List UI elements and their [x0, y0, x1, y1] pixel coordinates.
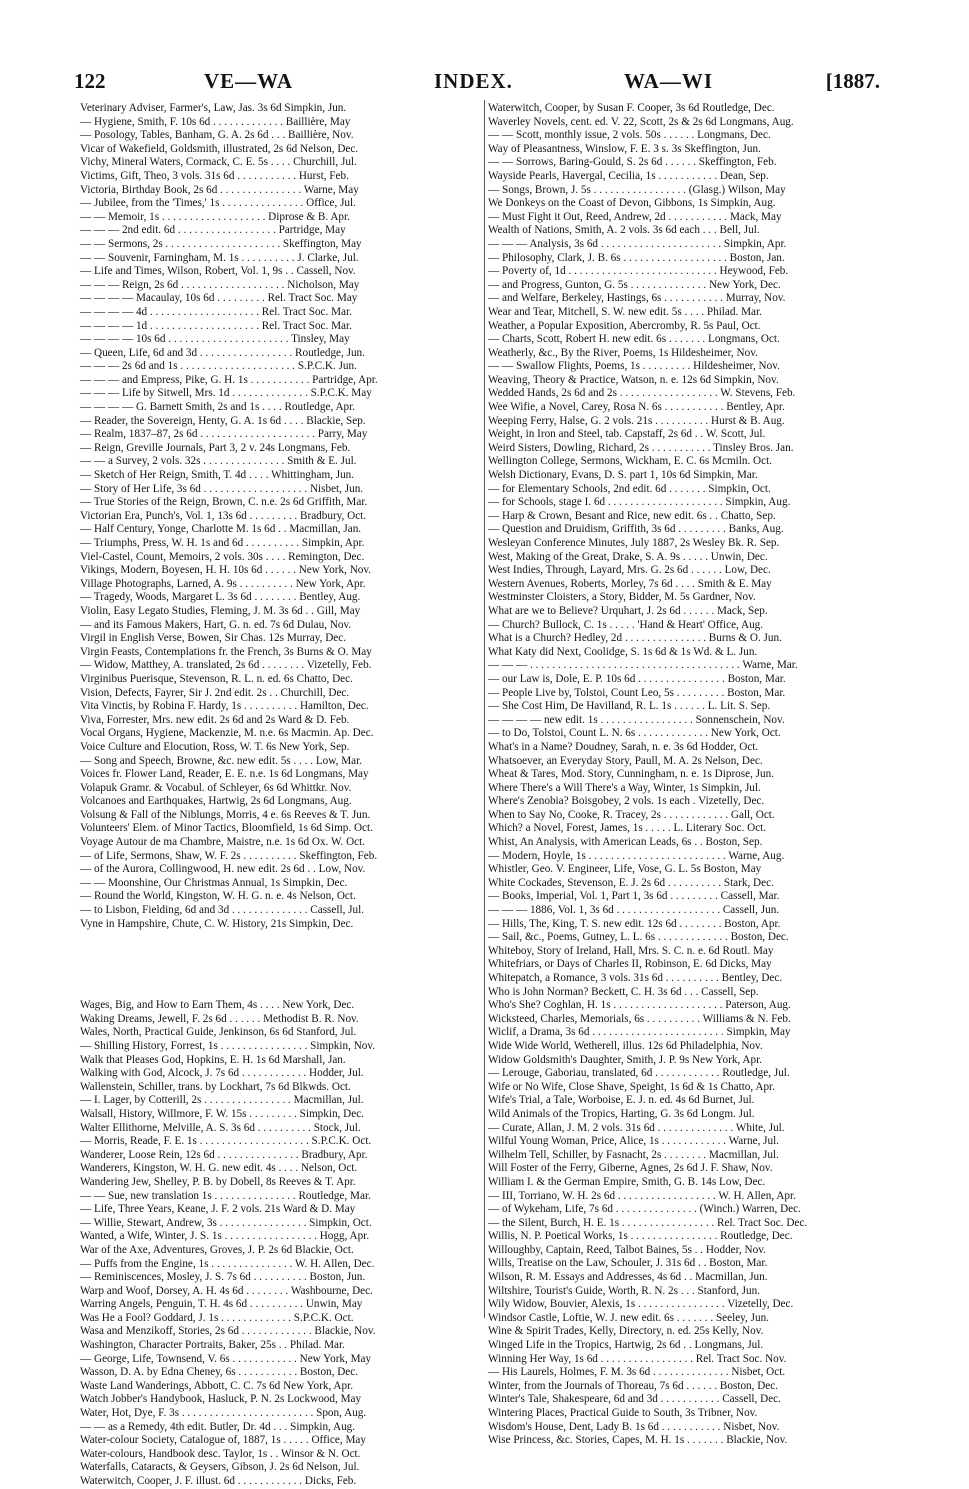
index-entry: Wilhelm Tell, Schiller, by Fasnacht, 2s . . . . . . . . Macmillan, Jul. — [488, 1148, 779, 1161]
index-entry: — Willie, Stewart, Andrew, 3s . . . . . . . . . . . . . . . . Simpkin, Oct. — [80, 1216, 372, 1229]
index-entry: — — — — 10s 6d . . . . . . . . . . . . . . . . . . . . . . Tinsley, May — [80, 333, 350, 346]
index-entry: — Books, Imperial, Vol. 1, Part 1, 3s 6d . . . . . . . . . Cassell, Mar. — [488, 890, 780, 903]
index-entry: Wallenstein, Schiller, trans. by Lockhart, 7s 6d Blkwds. Oct. — [80, 1080, 351, 1093]
index-entry: Western Avenues, Roberts, Morley, 7s 6d . . . . Smith & E. May — [488, 577, 772, 590]
index-entry: Who is John Norman? Beckett, C. H. 3s 6d . . . Cassell, Sep. — [488, 985, 759, 998]
index-entry: — — Swallow Flights, Poems, 1s . . . . . . . . . Hildesheimer, Nov. — [488, 360, 780, 373]
index-entry: Violin, Easy Legato Studies, Fleming, J. M. 3s 6d . . Gill, May — [80, 604, 361, 617]
index-entry: Wanderers, Kingston, W. H. G. new edit. 4s . . . . Nelson, Oct. — [80, 1162, 358, 1175]
index-entry: Wisdom's House, Dent, Lady B. 1s 6d . . . . . . . . . . . Nisbet, Nov. — [488, 1420, 780, 1433]
index-entry: What is a Church? Hedley, 2d . . . . . . . . . . . . . . . Burns & O. Jun. — [488, 632, 782, 645]
index-entry: Whatsoever, an Everyday Story, Paull, M. A. 2s Nelson, Dec. — [488, 754, 763, 767]
index-entry: — Curate, Allan, J. M. 2 vols. 31s 6d . . . . . . . . . . . . . . White, Jul. — [488, 1121, 785, 1134]
index-entry: What Katy did Next, Coolidge, S. 1s 6d & 1s Wd. & L. Jun. — [488, 645, 758, 658]
index-entry: Willis, N. P. Poetical Works, 1s . . . . . . . . . . . . . . . . Routledge, Dec. — [488, 1230, 793, 1243]
column-divider — [484, 100, 485, 1318]
index-entry: — Church? Bullock, C. 1s . . . . . 'Hand & Heart' Office, Aug. — [488, 618, 764, 631]
index-entry: Victoria, Birthday Book, 2s 6d . . . . . . . . . . . . . . . Warne, May — [80, 183, 359, 196]
index-entry: Wayside Pearls, Havergal, Cecilia, 1s . . . . . . . . . . . Dean, Sep. — [488, 169, 769, 182]
index-entry: Victorian Era, Punch's, Vol. 1, 13s 6d . . . . . . . . . Bradbury, Oct. — [80, 509, 367, 522]
right-column — [488, 102, 888, 1448]
index-entry: Walking with God, Alcock, J. 7s 6d . . . . . . . . . . . . Hodder, Jul. — [80, 1067, 364, 1080]
index-entry: Wiltshire, Tourist's Guide, Worth, R. N. 2s . . . Stanford, Jun. — [488, 1284, 760, 1297]
index-entry: — — as a Remedy, 4th edit. Butler, Dr. 4d . . . Simpkin, Aug. — [80, 1420, 356, 1433]
year-label: [1887. — [825, 69, 880, 93]
index-entry: Which? a Novel, Forest, James, 1s . . . . . L. Literary Soc. Oct. — [488, 822, 767, 835]
index-entry: Wellington College, Sermons, Wickham, E. C. 6s Mcmiln. Oct. — [488, 455, 773, 468]
index-entry: — Philosophy, Clark, J. B. 6s . . . . . . . . . . . . . . . . . . . Boston, Jan. — [488, 251, 785, 264]
index-entry: — — Sermons, 2s . . . . . . . . . . . . . . . . . . . . . Skeffington, May — [80, 237, 362, 250]
index-entry: Wills, Treatise on the Law, Schouler, J. 31s 6d . . Boston, Mar. — [488, 1257, 768, 1270]
index-entry: — Song and Speech, Browne, &c. new edit. 5s . . . . Low, Mar. — [80, 754, 363, 767]
index-entry: — Question and Druidism, Griffith, 3s 6d . . . . . . . . . Banks, Aug. — [488, 523, 784, 536]
index-entry: Vision, Defects, Fayrer, Sir J. 2nd edit. 2s . . Churchill, Dec. — [80, 686, 350, 699]
index-entry: Waste Land Wanderings, Abbott, C. C. 7s 6d New York, Apr. — [80, 1379, 354, 1392]
index-entry: West, Making of the Great, Drake, S. A. 9s . . . . . Unwin, Dec. — [488, 550, 768, 563]
index-entry: — True Stories of the Reign, Brown, C. n.e. 2s 6d Griffith, Mar. — [80, 496, 368, 509]
index-entry: Weight, in Iron and Steel, tab. Capstaff, 2s 6d . . W. Scott, Jul. — [488, 428, 766, 441]
index-entry: — Puffs from the Engine, 1s . . . . . . . . . . . . . . . W. H. Allen, Dec. — [80, 1257, 375, 1270]
index-entry: Wasa and Menzikoff, Stories, 2s 6d . . . . . . . . . . . . . Blackie, Nov. — [80, 1325, 376, 1338]
index-entry: — — — — Macaulay, 10s 6d . . . . . . . . . Rel. Tract Soc. May — [80, 292, 358, 305]
index-entry: — the Silent, Burch, H. E. 1s . . . . . . . . . . . . . . . . . Rel. Tract Soc. Dec. — [488, 1216, 808, 1229]
index-entry: Waterwitch, Cooper, by Susan F. Cooper, 3s 6d Routledge, Dec. — [488, 102, 775, 114]
index-entry: Weatherly, &c., By the River, Poems, 1s Hildesheimer, Nov. — [488, 346, 758, 359]
index-entry: Water-colour Society, Catalogue of, 1887, 1s . . . . . Office, May — [80, 1434, 366, 1447]
index-entry: — and Welfare, Berkeley, Hastings, 6s . . . . . . . . . . . Murray, Nov. — [488, 292, 786, 305]
index-entry: — III, Torriano, W. H. 2s 6d . . . . . . . . . . . . . . . . . . W. H. Allen, Apr. — [488, 1189, 796, 1202]
index-entry: Who's She? Coghlan, H. 1s . . . . . . . . . . . . . . . . . . . . Paterson, Aug. — [488, 999, 791, 1012]
index-entry: — — — 1886, Vol. 1, 3s 6d . . . . . . . . . . . . . . . . . . . Cassell, Jun. — [488, 904, 780, 917]
index-entry: — Reader, the Sovereign, Henty, G. A. 1s 6d . . . . Blackie, Sep. — [80, 414, 366, 427]
index-entry: — — Sorrows, Baring-Gould, S. 2s 6d . . . . . . Skeffington, Feb. — [488, 156, 777, 169]
index-entry: — — — Analysis, 3s 6d . . . . . . . . . . . . . . . . . . . . . . Simpkin, Apr. — [488, 237, 787, 250]
index-entry: War of the Axe, Adventures, Groves, J. P. 2s 6d Blackie, Oct. — [80, 1243, 354, 1256]
index-entry: Waterwitch, Cooper, J. F. illust. 6d . . . . . . . . . . . . Dicks, Feb. — [80, 1475, 357, 1487]
index-entry: Willoughby, Captain, Reed, Talbot Baines, 5s . . Hodder, Nov. — [488, 1243, 766, 1256]
index-entry: Voice Culture and Elocution, Ross, W. T. 6s New York, Sep. — [80, 740, 350, 753]
index-entry: Vita Vinctis, by Robina F. Hardy, 1s . . . . . . . . . . Hamilton, Dec. — [80, 700, 369, 713]
index-entry: Victims, Gift, Theo, 3 vols. 31s 6d . . . . . . . . . . . Hurst, Feb. — [80, 169, 349, 182]
index-entry: Whitefriars, or Days of Charles II, Robinson, E. 6d Dicks, May — [488, 958, 772, 971]
index-entry: Where's Zenobia? Boisgobey, 2 vols. 1s each . Vizetelly, Dec. — [488, 795, 765, 808]
index-entry: West Indies, Through, Layard, Mrs. G. 2s 6d . . . . . . Low, Dec. — [488, 564, 771, 577]
index-entry: — our Law is, Dole, E. P. 10s 6d . . . . . . . . . . . . . . . . Boston, Mar. — [488, 672, 786, 685]
index-entry: Whistler, Geo. V. Engineer, Life, Vose, G. L. 5s Boston, May — [488, 863, 762, 876]
index-entry: Wealth of Nations, Smith, A. 2 vols. 3s 6d each . . . Bell, Jul. — [488, 224, 760, 237]
index-entry: — His Laurels, Holmes, F. M. 3s 6d . . . . . . . . . . . . . . Nisbet, Oct. — [488, 1366, 786, 1379]
index-entry: — — — Life by Sitwell, Mrs. 1d . . . . . . . . . . . . . . S.P.C.K. May — [80, 387, 372, 400]
index-entry: Voyage Autour de ma Chambre, Maistre, n.e. 1s 6d Ox. W. Oct. — [80, 836, 366, 849]
index-entry: Wheat & Tares, Mod. Story, Cunningham, n. e. 1s Diprose, Jun. — [488, 768, 775, 781]
index-entry: Wilson, R. M. Essays and Addresses, 4s 6d . . Macmillan, Jun. — [488, 1271, 768, 1284]
index-entry: — Hygiene, Smith, F. 10s 6d . . . . . . . . . . . . . Baillière, May — [80, 115, 351, 128]
index-entry: Wife or No Wife, Close Shave, Speight, 1s 6d & 1s Chatto, Apr. — [488, 1080, 775, 1093]
index-entry: Village Photographs, Larned, A. 9s . . . . . . . . . . New York, Apr. — [80, 577, 366, 590]
index-entry: Viva, Forrester, Mrs. new edit. 2s 6d and 2s Ward & D. Feb. — [80, 713, 350, 726]
index-entry: Wasson, D. A. by Edna Cheney, 6s . . . . . . . . . . . Boston, Dec. — [80, 1366, 359, 1379]
index-entry: Watch Jobber's Handybook, Hasluck, P. N. 2s Lockwood, May — [80, 1393, 362, 1406]
index-entry: Was He a Fool? Goddard, J. 1s . . . . . . . . . . . . . S.P.C.K. Oct. — [80, 1311, 354, 1324]
index-entry: — Triumphs, Press, W. H. 1s and 6d . . . . . . . . . . Simpkin, Apr. — [80, 537, 365, 549]
index-entry: — — Sue, new translation 1s . . . . . . . . . . . . . . . Routledge, Mar. — [80, 1189, 371, 1202]
index-entry: Wide Wide World, Wetherell, illus. 12s 6d Philadelphia, Nov. — [488, 1039, 763, 1052]
index-entry: Wages, Big, and How to Earn Them, 4s . . . . New York, Dec. — [80, 999, 355, 1012]
index-entry: — — — — new edit. 1s . . . . . . . . . . . . . . . . . Sonnenschein, Nov. — [488, 713, 785, 726]
index-entry: Wild Animals of the Tropics, Harting, G. 3s 6d Longm. Jul. — [488, 1107, 755, 1120]
index-entry: Weeping Ferry, Halse, G. 2 vols. 21s . . . . . . . . . . Hurst & B. Aug. — [488, 414, 785, 427]
index-entry: — Life, Three Years, Keane, J. F. 2 vols. 21s Ward & D. May — [80, 1203, 356, 1216]
index-entry: — — — 2s 6d and 1s . . . . . . . . . . . . . . . . . . . . . S.P.C.K. Jun. — [80, 360, 357, 373]
index-entry: — and its Famous Makers, Hart, G. n. ed. 7s 6d Dulau, Nov. — [80, 618, 352, 631]
index-entry: — Reign, Greville Journals, Part 3, 2 v. 24s Longmans, Feb. — [80, 441, 351, 454]
index-entry: — of the Aurora, Collingwood, H. new edit. 2s 6d . . Low, Nov. — [80, 863, 366, 876]
index-entry: Volcanoes and Earthquakes, Hartwig, 2s 6d Longmans, Aug. — [80, 795, 352, 808]
index-entry: Walk that Pleases God, Hopkins, E. H. 1s 6d Marshall, Jan. — [80, 1053, 346, 1066]
index-entry: Way of Pleasantness, Winslow, F. E. 3 s. 3s Skeffington, Jun. — [488, 142, 761, 155]
index-entry: — People Live by, Tolstoi, Count Leo, 5s . . . . . . . . . Boston, Mar. — [488, 686, 786, 699]
index-entry: Volunteers' Elem. of Minor Tactics, Bloomfield, 1s 6d Simp. Oct. — [80, 822, 373, 835]
left-column — [80, 102, 480, 1489]
index-entry: What are we to Believe? Urquhart, J. 2s 6d . . . . . . Mack, Sep. — [488, 604, 768, 617]
index-entry: Walsall, History, Willmore, F. W. 15s . . . . . . . . . Simpkin, Dec. — [80, 1107, 364, 1120]
index-entry: — Sail, &c., Poems, Gutney, L. L. 6s . . . . . . . . . . . . . Boston, Dec. — [488, 931, 789, 944]
index-entry: — Posology, Tables, Banham, G. A. 2s 6d . . . Baillière, Nov. — [80, 129, 354, 142]
index-entry: Winter, from the Journals of Thoreau, 7s 6d . . . . . . Boston, Dec. — [488, 1379, 779, 1392]
index-entry: Welsh Dictionary, Evans, D. S. part 1, 10s 6d Simpkin, Mar. — [488, 469, 758, 482]
index-entry: Wanted, a Wife, Winter, J. S. 1s . . . . . . . . . . . . . . . . . Hogg, Apr. — [80, 1230, 370, 1243]
index-entry: — for Schools, stage I. 6d . . . . . . . . . . . . . . . . . . . . . Simpkin, Aug. — [488, 496, 791, 509]
index-entry: — — Scott, monthly issue, 2 vols. 50s . . . . . . Longmans, Dec. — [488, 129, 771, 142]
index-entry: Volapuk Gramr. & Vocabul. of Schleyer, 6s 6d Whittkr. Nov. — [80, 781, 352, 794]
index-entry: White Cockades, Stevenson, E. J. 2s 6d . . . . . . . . . . Stark, Dec. — [488, 876, 774, 889]
index-entry: Wandering Jew, Shelley, P. B. by Dobell, 8s Reeves & T. Apr. — [80, 1175, 356, 1188]
index-entry: Wedded Hands, 2s 6d and 2s . . . . . . . . . . . . . . . . . . W. Stevens, Feb. — [488, 387, 796, 400]
index-entry: — Hills, The, King, T. S. new edit. 12s 6d . . . . . . . . Boston, Apr. — [488, 917, 781, 930]
index-entry: — for Elementary Schools, 2nd edit. 6d . . . . . . . Simpkin, Oct. — [488, 482, 771, 495]
index-entry: Waverley Novels, cent. ed. V. 22, Scott, 2s & 2s 6d Longmans, Aug. — [488, 115, 794, 128]
index-entry: Weaving, Theory & Practice, Watson, n. e. 12s 6d Simpkin, Nov. — [488, 373, 779, 386]
index-entry: — to Lisbon, Fielding, 6d and 3d . . . . . . . . . . . . . . Cassell, Jul. — [80, 904, 365, 917]
index-entry: Whitepatch, a Romance, 3 vols. 31s 6d . . . . . . . . . . Bentley, Dec. — [488, 972, 783, 984]
index-entry: — to Do, Tolstoi, Count L. N. 6s . . . . . . . . . . . . . New York, Oct. — [488, 727, 781, 740]
index-entry: — She Cost Him, De Havilland, R. L. 1s . . . . . . L. Lit. S. Sep. — [488, 700, 771, 713]
index-entry: — — — — 1d . . . . . . . . . . . . . . . . . . . . Rel. Tract Soc. Mar. — [80, 319, 352, 332]
index-entry: — Half Century, Yonge, Charlotte M. 1s 6d . . Macmillan, Jan. — [80, 523, 362, 536]
index-entry: Wee Wifie, a Novel, Carey, Rosa N. 6s . . . . . . . . . . . Bentley, Apr. — [488, 401, 785, 414]
index-entry: Wilful Young Woman, Price, Alice, 1s . . . . . . . . . . . . Warne, Jul. — [488, 1135, 779, 1148]
index-entry: — — Souvenir, Farningham, M. 1s . . . . . . . . . . J. Clarke, Jul. — [80, 251, 359, 264]
index-entry: — Shilling History, Forrest, 1s . . . . . . . . . . . . . . . . Simpkin, Nov. — [80, 1040, 376, 1052]
index-entry: Windsor Castle, Loftie, W. J. new edit. 6s . . . . . . . Seeley, Jun. — [488, 1311, 769, 1324]
index-entry: — Tragedy, Woods, Margaret L. 3s 6d . . . . . . . . Bentley, Aug. — [80, 591, 361, 604]
index-entry: Vocal Organs, Hygiene, Mackenzie, M. n.e. 6s Macmin. Ap. Dec. — [80, 727, 374, 740]
index-entry: Wear and Tear, Mitchell, S. W. new edit. 5s . . . . Philad. Mar. — [488, 305, 762, 318]
index-entry: Wintering Places, Practical Guide to South, 3s Tribner, Nov. — [488, 1407, 758, 1419]
index-entry: — Lerouge, Gaboriau, translated, 6d . . . . . . . . . . . . Routledge, Jul. — [488, 1067, 790, 1080]
index-entry: — Life and Times, Wilson, Robert, Vol. 1, 9s . . Cassell, Nov. — [80, 265, 356, 278]
index-entry: Will Foster of the Ferry, Giberne, Agnes, 2s 6d J. F. Shaw, Nov. — [488, 1162, 773, 1175]
index-entry: What's in a Name? Doudney, Sarah, n. e. 3s 6d Hodder, Oct. — [488, 740, 759, 753]
index-entry: — Charts, Scott, Robert H. new edit. 6s . . . . . . . Longmans, Oct. — [488, 333, 780, 346]
index-entry: Washington, Character Portraits, Baker, 25s . . Philad. Mar. — [80, 1339, 345, 1352]
index-entry: — Jubilee, from the 'Times,' 1s . . . . . . . . . . . . . . . Office, Jul. — [80, 197, 356, 210]
index-entry: — — — Reign, 2s 6d . . . . . . . . . . . . . . . . . . . Nicholson, May — [80, 278, 360, 291]
index-entry: Widow Goldsmith's Daughter, Smith, J. P. 9s New York, Apr. — [488, 1053, 762, 1066]
index-entry: — George, Life, Townsend, V. 6s . . . . . . . . . . . . New York, May — [80, 1352, 372, 1365]
index-entry: — — — — G. Barnett Smith, 2s and 1s . . . . Routledge, Apr. — [80, 401, 356, 414]
index-entry: — Round the World, Kingston, W. H. G. n. e. 4s Nelson, Oct. — [80, 890, 356, 903]
index-entry: We Donkeys on the Coast of Devon, Gibbons, 1s Simpkin, Aug. — [488, 197, 776, 210]
index-entry: Wicksteed, Charles, Memorials, 6s . . . . . . . . . . Williams & N. Feb. — [488, 1012, 791, 1025]
index-entry: Winged Life in the Tropics, Hartwig, 2s 6d . . Longmans, Jul. — [488, 1339, 764, 1352]
page-number: 122 — [74, 69, 106, 93]
index-entry: Water-colours, Handbook desc. Taylor, 1s . . Winsor & N. Oct. — [80, 1447, 361, 1460]
index-entry: — — — and Empress, Pike, G. H. 1s . . . . . . . . . . . Partridge, Apr. — [80, 373, 378, 386]
index-entry: Water, Hot, Dye, F. 3s . . . . . . . . . . . . . . . . . . . . . . . . Spon, Aug. — [80, 1407, 367, 1420]
page-header — [74, 66, 880, 96]
index-entry: — — Moonshine, Our Christmas Annual, 1s Simpkin, Dec. — [80, 876, 348, 889]
index-entry: Virginibus Puerisque, Stevenson, R. L. n. ed. 6s Chatto, Dec. — [80, 672, 353, 685]
index-entry: — I. Lager, by Cotterill, 2s . . . . . . . . . . . . . . . . Macmillan, Jul. — [80, 1094, 364, 1107]
index-entry: — of Wykeham, Life, 7s 6d . . . . . . . . . . . . . . . (Winch.) Warren, Dec. — [488, 1203, 801, 1216]
index-entry: — Reminiscences, Mosley, J. S. 7s 6d . . . . . . . . . . Boston, Jun. — [80, 1271, 366, 1284]
index-entry: Volsung & Fall of the Niblungs, Morris, 4 e. 6s Reeves & T. Jun. — [80, 808, 371, 821]
index-entry: — Must Fight it Out, Reed, Andrew, 2d . . . . . . . . . . . Mack, May — [488, 210, 782, 223]
index-entry: Whist, An Analysis, with American Leads, 6s . . Boston, Sep. — [488, 836, 763, 849]
index-entry: Wise Princess, &c. Stories, Capes, M. H. 1s . . . . . . . Blackie, Nov. — [488, 1434, 788, 1447]
index-entry: Waterfalls, Cataracts, & Geysers, Gibson, J. 2s 6d Nelson, Jul. — [80, 1461, 360, 1474]
index-entry: — — Memoir, 1s . . . . . . . . . . . . . . . . . . . Diprose & B. Apr. — [80, 210, 350, 223]
index-entry: — of Life, Sermons, Shaw, W. F. 2s . . . . . . . . . . Skeffington, Feb. — [80, 849, 378, 862]
index-entry: — Songs, Brown, J. 5s . . . . . . . . . . . . . . . . . (Glasg.) Wilson, May — [488, 183, 786, 196]
right-range-heading: WA—WI — [624, 69, 714, 93]
index-entry: Wiclif, a Drama, 3s 6d . . . . . . . . . . . . . . . . . . . . . . . . Simpkin, May — [488, 1026, 791, 1039]
index-entry: Walter Ellithorne, Melville, A. S. 3s 6d . . . . . . . . . . Stock, Jul. — [80, 1121, 361, 1134]
index-entry: Wesleyan Conference Minutes, July 1887, 2s Wesley Bk. R. Sep. — [488, 537, 780, 549]
index-entry: When to Say No, Cooke, R. Tracey, 2s . . . . . . . . . . . . Gall, Oct. — [488, 808, 775, 821]
index-title: INDEX. — [434, 69, 513, 93]
index-entry: Warring Angels, Penguin, T. H. 4s 6d . . . . . . . . . . Unwin, May — [80, 1298, 363, 1311]
index-entry: — Story of Her Life, 3s 6d . . . . . . . . . . . . . . . . . . . Nisbet, Jun. — [80, 482, 364, 495]
index-entry: Wily Widow, Bouvier, Alexis, 1s . . . . . . . . . . . . . . . . Vizetelly, Dec. — [488, 1298, 794, 1311]
index-entry: — Morris, Reade, F. E. 1s . . . . . . . . . . . . . . . . . . . . S.P.C.K. Oct. — [80, 1135, 372, 1148]
index-entry: — Harp & Crown, Besant and Rice, new edit. 6s . . Chatto, Sep. — [488, 509, 776, 522]
index-entry: Wales, North, Practical Guide, Jenkinson, 6s 6d Stanford, Jul. — [80, 1026, 357, 1039]
index-entry: Whiteboy, Story of Ireland, Hall, Mrs. S. C. n. e. 6d Routl. May — [488, 944, 774, 957]
index-entry: Winning Her Way, 1s 6d . . . . . . . . . . . . . . . . . Rel. Tract Soc. Nov. — [488, 1352, 787, 1365]
index-entry: — — a Survey, 2 vols. 32s . . . . . . . . . . . . . . . Smith & E. Jul. — [80, 455, 357, 468]
index-entry: — and Progress, Gunton, G. 5s . . . . . . . . . . . . . . New York, Dec. — [488, 278, 781, 291]
index-entry: Warp and Woof, Dorsey, A. H. 4s 6d . . . . . . . . Washbourne, Dec. — [80, 1284, 373, 1297]
index-entry: Winter's Tale, Shakespeare, 6d and 3d . . . . . . . . . . . Cassell, Dec. — [488, 1393, 781, 1406]
index-entry: Vikings, Modern, Boyesen, H. H. 10s 6d . . . . . . New York, Nov. — [80, 564, 372, 577]
index-entry: — Widow, Matthey, A. translated, 2s 6d . . . . . . . . Vizetelly, Feb. — [80, 659, 372, 672]
index-entry: Where There's a Will There's a Way, Winter, 1s Simpkin, Jul. — [488, 781, 761, 794]
index-entry: — — — 2nd edit. 6d . . . . . . . . . . . . . . . . . . Partridge, May — [80, 224, 346, 237]
index-entry: Virgin Feasts, Contemplations fr. the French, 3s Burns & O. May — [80, 645, 372, 658]
index-entry: Wanderer, Loose Rein, 12s 6d . . . . . . . . . . . . . . . Bradbury, Apr. — [80, 1148, 368, 1161]
index-entry: Viel-Castel, Count, Memoirs, 2 vols. 30s . . . . Remington, Dec. — [80, 550, 365, 563]
index-entry: — — — . . . . . . . . . . . . . . . . . . . . . . . . . . . . . . . . . . . . . . Warne, Mar. — [488, 659, 798, 672]
index-entry: — Modern, Hoyle, 1s . . . . . . . . . . . . . . . . . . . . . . . . . Warne, Aug. — [488, 849, 785, 862]
index-entry: Weather, a Popular Exposition, Abercromby, R. 5s Paul, Oct. — [488, 319, 761, 332]
index-entry: William I. & the German Empire, Smith, G. B. 14s Low, Dec. — [488, 1175, 766, 1188]
index-entry: Weird Sisters, Dowling, Richard, 2s . . . . . . . . . . . Tinsley Bros. Jan. — [488, 441, 794, 454]
index-entry: — Realm, 1837–87, 2s 6d . . . . . . . . . . . . . . . . . . . . . Parry, May — [80, 428, 368, 441]
index-entry: — Sketch of Her Reign, Smith, T. 4d . . . . Whittingham, Jun. — [80, 469, 355, 482]
index-entry: Veterinary Adviser, Farmer's, Law, Jas. 3s 6d Simpkin, Jun. — [80, 102, 347, 114]
index-entry: Vichy, Mineral Waters, Cormack, C. E. 5s . . . . Churchill, Jul. — [80, 156, 357, 169]
index-entry: Voices fr. Flower Land, Reader, E. E. n.e. 1s 6d Longmans, May — [80, 768, 369, 781]
index-entry: — Poverty of, 1d . . . . . . . . . . . . . . . . . . . . . . . . . . . Heywood, Feb. — [488, 265, 789, 278]
index-entry: Vyne in Hampshire, Chute, C. W. History, 21s Simpkin, Dec. — [80, 917, 354, 930]
index-entry: Wife's Trial, a Tale, Worboise, E. J. n. ed. 4s 6d Burnet, Jul. — [488, 1094, 755, 1107]
index-entry: — — — — 4d . . . . . . . . . . . . . . . . . . . . Rel. Tract Soc. Mar. — [80, 305, 352, 318]
index-entry: Virgil in English Verse, Bowen, Sir Chas. 12s Murray, Dec. — [80, 632, 347, 645]
index-entry: Vicar of Wakefield, Goldsmith, illustrated, 2s 6d Nelson, Dec. — [80, 142, 359, 155]
index-entry: Waking Dreams, Jewell, F. 2s 6d . . . . . . Methodist B. R. Nov. — [80, 1012, 359, 1025]
index-entry: Wine & Spirit Trades, Kelly, Directory, n. ed. 25s Kelly, Nov. — [488, 1325, 764, 1338]
index-entry: — Queen, Life, 6d and 3d . . . . . . . . . . . . . . . . . Routledge, Jun. — [80, 346, 365, 359]
left-range-heading: VE—WA — [204, 69, 294, 93]
index-entry: Westminster Cloisters, a Story, Bidder, M. 5s Gardner, Nov. — [488, 591, 756, 604]
